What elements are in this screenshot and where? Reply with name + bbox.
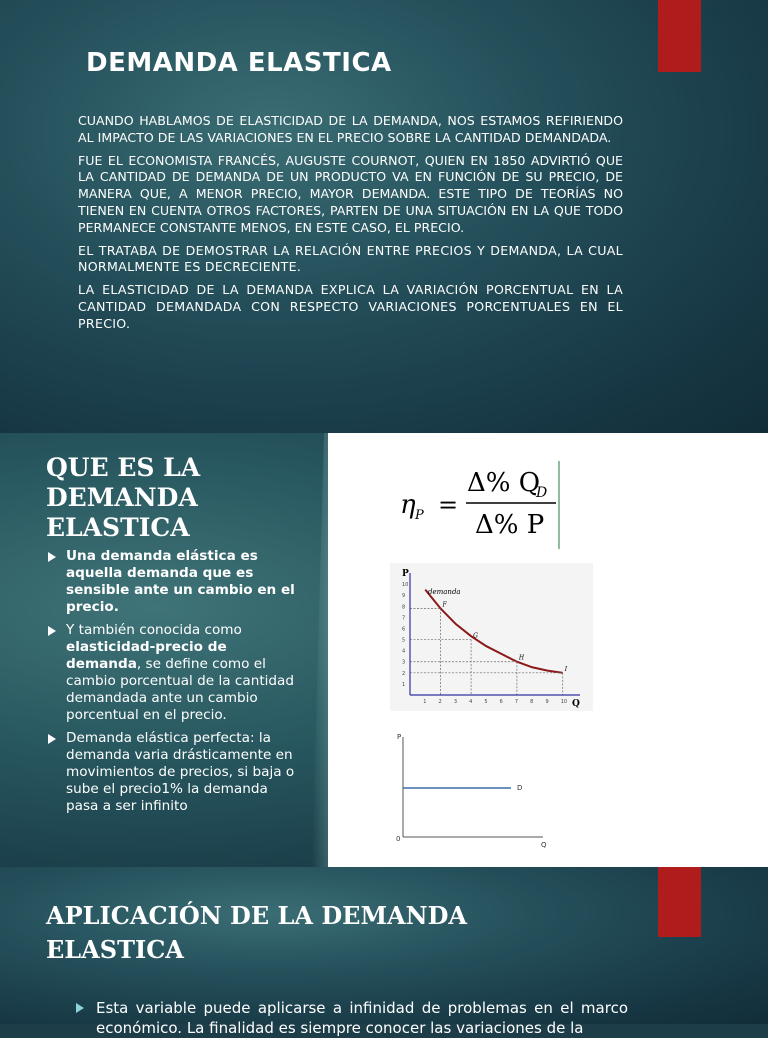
svg-text:=: =	[438, 491, 459, 519]
y-tick-label: 7	[402, 615, 406, 622]
x-axis-label: Q	[541, 841, 547, 849]
y-tick-label: 8	[402, 604, 406, 611]
y-tick-label: 3	[402, 659, 406, 666]
point-label: F	[442, 601, 447, 609]
formula-lhs: η	[400, 490, 416, 520]
bullet-bold-text: Una demanda elástica es aquella demanda que es sensible ante un cambio en el precio.	[66, 548, 295, 615]
bullet-item	[46, 548, 301, 616]
slide2-title: QUE ES LA DEMANDA ELASTICA	[46, 453, 201, 542]
formula-numerator-sub: D	[536, 485, 548, 501]
bullet-item: Esta variable puede aplicarse a infinidad de problemas en el marco económico. La finalidad es siempre conocer las variaciones de la	[76, 998, 628, 1038]
y-axis-label: P	[402, 569, 409, 579]
red-accent-tab	[658, 867, 701, 937]
x-tick-label: 8	[530, 699, 534, 705]
red-accent-tab	[658, 0, 701, 72]
slide-demanda-elastica	[0, 0, 768, 433]
y-tick-label: 2	[402, 670, 406, 677]
x-tick-label: 5	[484, 699, 488, 705]
slide1-paragraph: CUANDO HABLAMOS DE ELASTICIDAD DE LA DEMANDA, NOS ESTAMOS REFIRIENDO AL IMPACTO DE LAS VARIACIONES EN EL PRECIO SOBRE LA CANTIDAD DEMANDADA.	[78, 113, 623, 145]
point-label: H	[518, 654, 525, 662]
x-tick-label: 7	[514, 699, 519, 705]
demand-curve-chart	[390, 563, 593, 711]
slide1-paragraph: LA ELASTICIDAD DE LA DEMANDA EXPLICA LA VARIACIÓN PORCENTUAL EN LA CANTIDAD DEMANDADA CON RESPECTO VARIACIONES PORCENTUALES EN EL PRECIO.	[78, 282, 623, 331]
y-tick-label: 1	[402, 681, 406, 688]
y-tick-label: 9	[402, 593, 406, 600]
elasticity-formula	[400, 461, 580, 556]
chart-grid	[402, 582, 567, 705]
slide3-bullet-list	[76, 998, 628, 1038]
point-label: I	[564, 665, 568, 673]
x-tick-label: 4	[469, 699, 473, 705]
slide-aplicacion	[0, 867, 768, 1037]
x-tick-label: 1	[423, 699, 427, 705]
bullet-bold-text: elasticidad-precio de demanda	[66, 639, 227, 672]
bullet-item	[46, 730, 301, 815]
perfect-elastic-chart	[383, 729, 553, 851]
y-tick-label: 6	[402, 626, 406, 633]
bullet-text: Demanda elástica perfecta: la demanda varia drásticamente en movimientos de precios, si baja o sube el precio1% la demanda pasa a ser infinito	[66, 730, 295, 814]
y-tick-label: 5	[402, 637, 406, 644]
slide-que-es-demanda-elastica	[0, 433, 768, 867]
slide1-title: DEMANDA ELASTICA	[86, 48, 392, 78]
curve-label: demanda	[428, 588, 461, 596]
demand-line-label: D	[517, 784, 523, 792]
y-tick-label: 4	[402, 648, 406, 655]
origin-label: 0	[396, 835, 401, 843]
formula-numerator: Δ% Q	[467, 468, 541, 498]
point-label: G	[473, 632, 478, 640]
y-axis-label: P	[397, 733, 402, 741]
slide1-paragraph: EL TRATABA DE DEMOSTRAR LA RELACIÓN ENTRE PRECIOS Y DEMANDA, LA CUAL NORMALMENTE ES DECRECIENTE.	[78, 242, 623, 275]
y-tick-label: 10	[402, 582, 409, 589]
formula-lhs-sub: P	[415, 508, 424, 523]
bullet-text: Y también conocida como	[66, 622, 242, 638]
bullet-item	[46, 622, 301, 724]
formula-denominator: Δ% P	[475, 510, 545, 540]
x-tick-label: 10	[560, 699, 568, 705]
slide1-body	[78, 113, 623, 339]
x-tick-label: 2	[438, 699, 442, 705]
bullet-text: , se define como el cambio porcentual de la cantidad demandada ante un cambio porcentual en el precio.	[66, 656, 295, 723]
slide2-bullet-list	[46, 548, 301, 821]
x-tick-label: 3	[453, 699, 458, 705]
slide1-paragraph: FUE EL ECONOMISTA FRANCÉS, AUGUSTE COURNOT, QUIEN EN 1850 ADVIRTIÓ QUE LA CANTIDAD DE DEMANDA DE UN PRODUCTO VA EN FUNCIÓN DE SU PRECIO, DE MANERA QUE, A MENOR PRECIO, MAYOR DEMANDA. ESTE TIPO DE TEORÍAS NO TIENEN EN CUENTA OTROS FACTORES, PARTEN DE UNA SITUACIÓN EN LA QUE TODO PERMANECE CONSTANTE MENOS, EN ESTE CASO, EL PRECIO.	[78, 152, 623, 235]
x-axis-label: Q	[572, 699, 580, 709]
x-tick-label: 9	[545, 699, 549, 705]
slide3-title: APLICACIÓN DE LA DEMANDA ELASTICA	[46, 901, 467, 964]
x-tick-label: 6	[499, 699, 503, 705]
